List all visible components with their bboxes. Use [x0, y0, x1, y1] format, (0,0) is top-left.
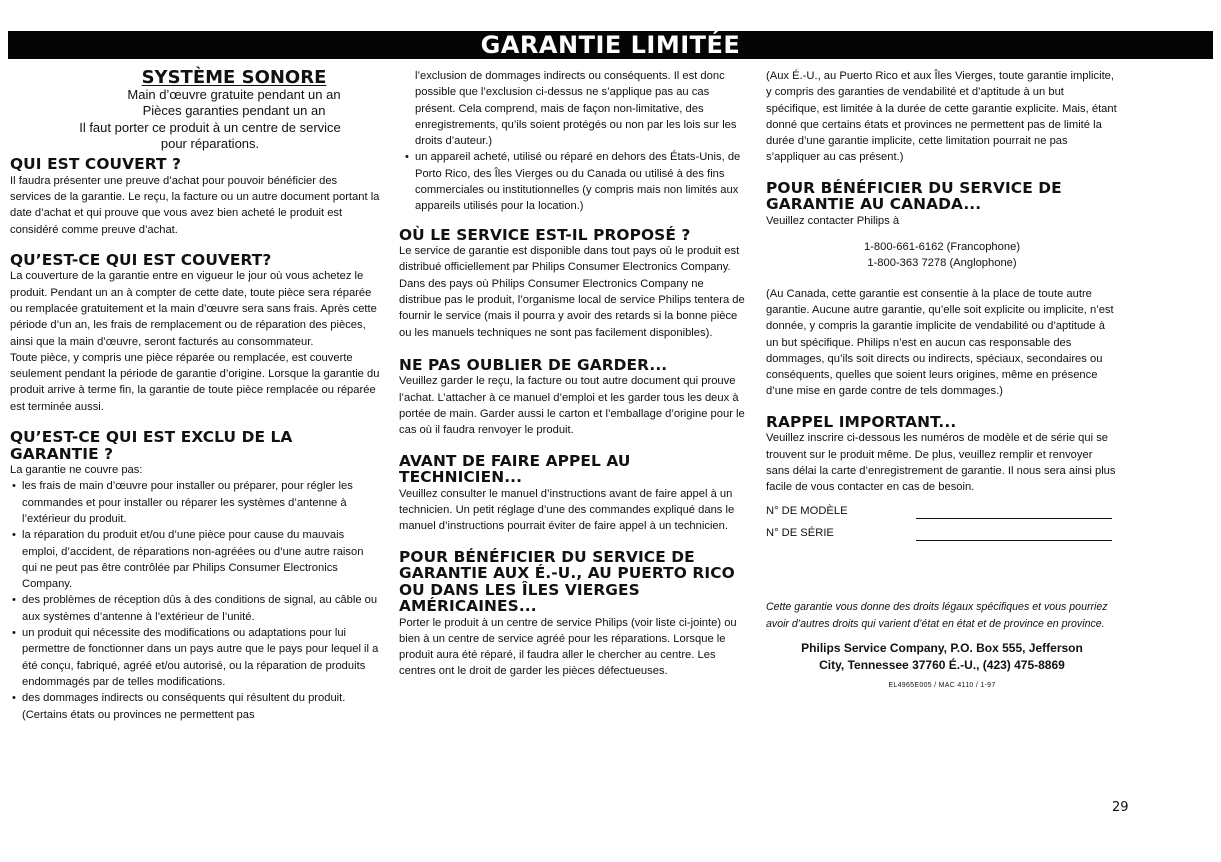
section-heading-excluded: QU’EST-CE QUI EST EXCLU DE LA GARANTIE ?	[10, 428, 293, 463]
list-item: • un appareil acheté, utilisé ou réparé en dehors des États-Unis, de Porto Rico, des Îles Vierges ou du Canada ou utilisé à des fins commerciales ou institutionnelles (y compris mais non limités aux appareils utilisés pour la location.)	[415, 149, 746, 214]
continued-text: l’exclusion de dommages indirects ou conséquents. Il est donc possible que l’exclusion ci-dessus ne s’applique pas au cas présent. Cela comprend, mais de façon non-limitative, des enregistrements, qu’ils soient protégés ou non par les lois sur les droits d’auteur.)	[415, 70, 737, 148]
list-item: • la réparation du produit et/ou d’une pièce pour cause du mauvais emploi, d’accident, de réparations non-agréées ou d’une autre raison qui ne peut pas être contrôlée par Philips Consumer Electronics Company.	[22, 527, 380, 592]
system-block	[86, 68, 382, 120]
page-banner-title: GARANTIE LIMITÉE	[8, 31, 1213, 59]
canada-warranty-note: (Au Canada, cette garantie est consentie à la place de toute autre garantie. Aucune autre garantie, qu’elle soit explicite ou implicite, n’est donnée, y compris la garantie implicite de vendabilité ou d’aptitude à un but spécifique. Philips n’est en aucun cas responsable des dommages, qu’ils soit directs ou indirects, spéciaux, secondaires ou conséquents, quelles que soient leurs origines, même en présence d’une mise en garde contre de tels dommages.)	[766, 287, 1114, 398]
section-heading-where-service: OÙ LE SERVICE EST-IL PROPOSÉ ?	[399, 225, 691, 244]
service-address-line: City, Tennessee 37760 É.-U., (423) 475-8869	[819, 658, 1065, 673]
list-item: • un produit qui nécessite des modifications ou adaptations pour lui permettre de fonctionner dans un pays autre que le pays pour lequel il a été conçu, fabriqué, agréé et/ou autorisé, ou la réparation de produits endommagés par de telles modifications.	[22, 625, 380, 690]
section-body: Toute pièce, y compris une pièce réparée ou remplacée, est couverte seulement pendant la période de garantie d’origine. Lorsque la garantie du produit arrive à terme fin, la garantie de toute pièce remplacée ou réparée est terminée aussi.	[10, 351, 380, 413]
section-heading-before-technician: AVANT DE FAIRE APPEL AU TECHNICIEN...	[399, 451, 631, 487]
subtitle-line: Main d’œuvre gratuite pendant un an	[127, 87, 341, 102]
section-body: Il faudra présenter une preuve d’achat pour pouvoir bénéficier des services de la garantie. Le reçu, la facture ou un autre document portant la date d’achat et qui prouve que vous avez bien acheté le produit est considéré comme preuve d’achat.	[10, 174, 380, 236]
list-item: • des problèmes de réception dûs à des conditions de signal, au câble ou aux systèmes d’antenne à l’extérieur de l’unité.	[22, 592, 380, 625]
section-body: Le service de garantie est disponible dans tout pays où le produit est distribué officiellement par Philips Consumer Electronics Company. Dans des pays où Philips Consumer Electronics Company ne distribue pas le produit, l’organisme local de service Philips tentera de fournir le service (mais il pourra y avoir des retards si la bonne pièce ou les manuels techniques ne sont pas facilement disponibles).	[399, 245, 745, 339]
section-body: La garantie ne couvre pas:	[10, 464, 143, 477]
subtitle-line: pour réparations.	[160, 135, 260, 151]
service-address-line: Philips Service Company, P.O. Box 555, Jefferson	[801, 641, 1083, 656]
section-heading-who-covered: QUI EST COUVERT ?	[10, 155, 182, 174]
section-heading-what-covered: QU’EST-CE QUI EST COUVERT?	[10, 250, 272, 269]
column-middle	[399, 68, 746, 680]
section-heading-canada-service: POUR BÉNÉFICIER DU SERVICE DE GARANTIE AU CANADA...	[766, 178, 1062, 214]
system-title: SYSTÈME SONORE	[141, 67, 327, 88]
contact-line: Veuillez contacter Philips à	[766, 214, 900, 227]
section-body: Veuillez garder le reçu, la facture ou tout autre document qui prouve l’achat. L’attacher à ce manuel d’emploi et les garder tous les deux à portée de main. Garder aussi le carton et l’emballage d’origine pour le cas où il faudra renvoyer le produit.	[399, 375, 745, 437]
section-body: Veuillez consulter le manuel d’instructions avant de faire appel à un technicien. Un petit réglage d’une des commandes expliqué dans le manuel d’instructions pourrait éviter de faire appel à un technicien.	[399, 487, 735, 533]
phone-francophone: 1-800-661-6162 (Francophone)	[863, 241, 1021, 254]
section-heading-us-service: POUR BÉNÉFICIER DU SERVICE DE GARANTIE AUX É.-U., AU PUERTO RICO OU DANS LES ÎLES VIERGES AMÉRICAINES...	[399, 547, 735, 616]
implied-warranty-note: (Aux É.-U., au Puerto Rico et aux Îles Vierges, toute garantie implicite, y compris des garanties de vendabilité et d’aptitude à un but spécifique, est limitée à la durée de cette garantie explicite. Mais, étant donné que certains états et provinces ne permettent pas de limité la durée d’une garantie implicite, cette limitation pourrait ne pas s’appliquer au cas présent.)	[766, 70, 1117, 164]
subtitle-line: Pièces garanties pendant un an	[142, 103, 326, 119]
section-body: Veuillez inscrire ci-dessous les numéros de modèle et de série qui se trouvent sur le produit même. De plus, veuillez remplir et renvoyer sans délai la carte d’enregistrement de garantie. Il nous sera ainsi plus facile de vous contacter en cas de besoin.	[766, 432, 1116, 494]
document-code: EL4965E005 / MAC 4110 / 1-97	[888, 682, 996, 690]
section-body: Porter le produit à un centre de service Philips (voir liste ci-jointe) ou bien à un centre de service agréé pour les réparations. Lorsque le produit aura été réparé, il faudra aller le chercher au centre. Les centres ont le droit de garder les pièces défectueuses.	[399, 616, 737, 678]
serial-number-field	[766, 525, 1118, 541]
serial-number-label: N° DE SÉRIE	[766, 527, 834, 540]
exclusions-list-continued	[399, 149, 746, 214]
section-heading-keep: NE PAS OUBLIER DE GARDER...	[399, 355, 668, 374]
subtitle-line: Il faut porter ce produit à un centre de service	[79, 119, 341, 135]
list-item: • des dommages indirects ou conséquents qui résultent du produit. (Certains états ou provinces ne permettent pas	[22, 690, 380, 723]
legal-rights-note: Cette garantie vous donne des droits légaux spécifiques et vous pourriez avoir d’autres droits qui varient d’état en état et de province en province.	[766, 601, 1108, 630]
column-right	[766, 68, 1118, 689]
serial-number-line	[916, 530, 1112, 541]
model-number-line	[916, 508, 1112, 519]
column-left	[10, 68, 380, 723]
section-heading-important-reminder: RAPPEL IMPORTANT...	[766, 412, 957, 431]
page-number: 29	[1112, 800, 1129, 815]
phone-anglophone: 1-800-363 7278 (Anglophone)	[867, 257, 1017, 270]
model-number-label: N° DE MODÈLE	[766, 505, 848, 518]
model-number-field	[766, 503, 1118, 519]
list-item: • les frais de main d’œuvre pour installer ou préparer, pour régler les commandes et pour installer ou réparer les systèmes d’antenne à l’extérieur du produit.	[22, 478, 380, 527]
exclusions-list	[10, 478, 380, 722]
section-body: La couverture de la garantie entre en vigueur le jour où vous achetez le produit. Pendant un an à compter de cette date, toute pièce sera réparée ou remplacée gratuitement et la main d’œuvre sera sans frais. Après cette période d’un an, les frais de remplacement ou de réparation des pièces, ainsi que la main d’œuvre, seront facturés au consommateur.	[10, 270, 377, 348]
